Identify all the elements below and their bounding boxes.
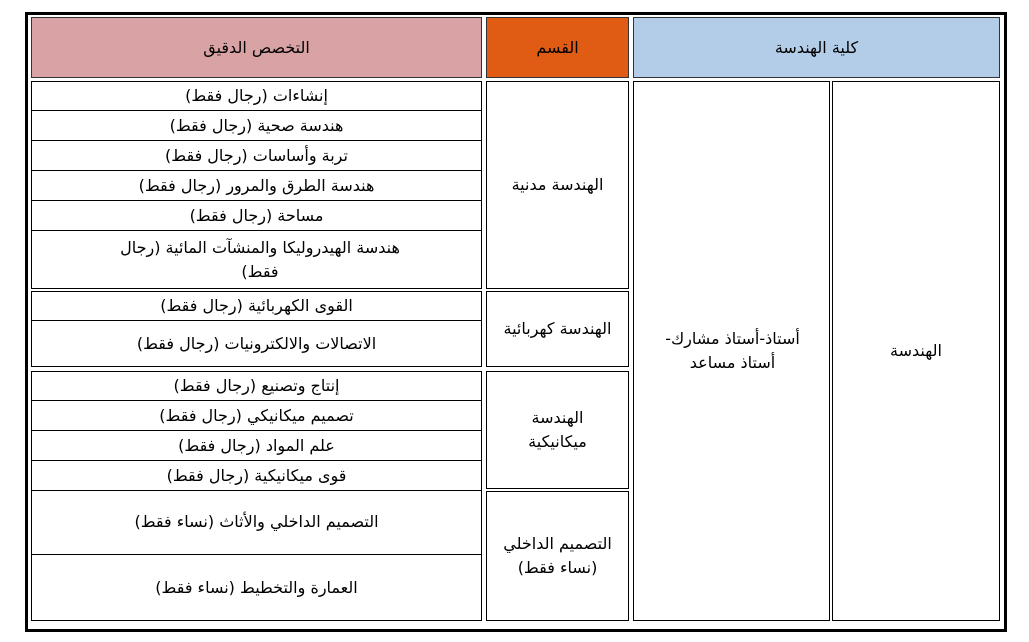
department-civil: الهندسة مدنية (511, 175, 604, 194)
specialization-item: تربة وأساسات (رجال فقط) (165, 145, 348, 165)
header-department: القسم (486, 17, 629, 78)
specialization-item: التصميم الداخلي والأثاث (نساء فقط) (134, 512, 379, 531)
specialization-item: العمارة والتخطيط (نساء فقط) (155, 578, 358, 597)
specialization-item: القوى الكهربائية (رجال فقط) (160, 295, 353, 315)
specialization-item: قوى ميكانيكية (رجال فقط) (166, 465, 347, 485)
specialization-item: إنشاءات (رجال فقط) (185, 85, 328, 105)
specialization-item: تصميم ميكانيكي (رجال فقط) (159, 405, 354, 425)
academic-ranks: أستاذ-أستاذ مشارك-أستاذ مساعد (665, 329, 800, 372)
department-electrical: الهندسة كهربائية (503, 319, 612, 338)
specialization-item: إنتاج وتصنيع (رجال فقط) (173, 375, 340, 395)
header-specialization: التخصص الدقيق (31, 17, 482, 78)
header-college: كلية الهندسة (633, 17, 1000, 78)
specialization-item: علم المواد (رجال فقط) (178, 435, 335, 455)
college-name: الهندسة (890, 341, 942, 360)
specialization-item: مساحة (رجال فقط) (189, 205, 324, 225)
specialization-item: هندسة صحية (رجال فقط) (169, 115, 344, 135)
department-interior-design: التصميم الداخلي (نساء فقط) (503, 534, 612, 577)
department-mechanical: الهندسة ميكانيكية (528, 408, 587, 451)
specialization-item: هندسة الطرق والمرور (رجال فقط) (138, 175, 375, 195)
specialization-item: هندسة الهيدروليكا والمنشآت المائية (رجال فقط) (120, 238, 400, 281)
specialization-item: الاتصالات والالكترونيات (رجال فقط) (136, 334, 377, 353)
